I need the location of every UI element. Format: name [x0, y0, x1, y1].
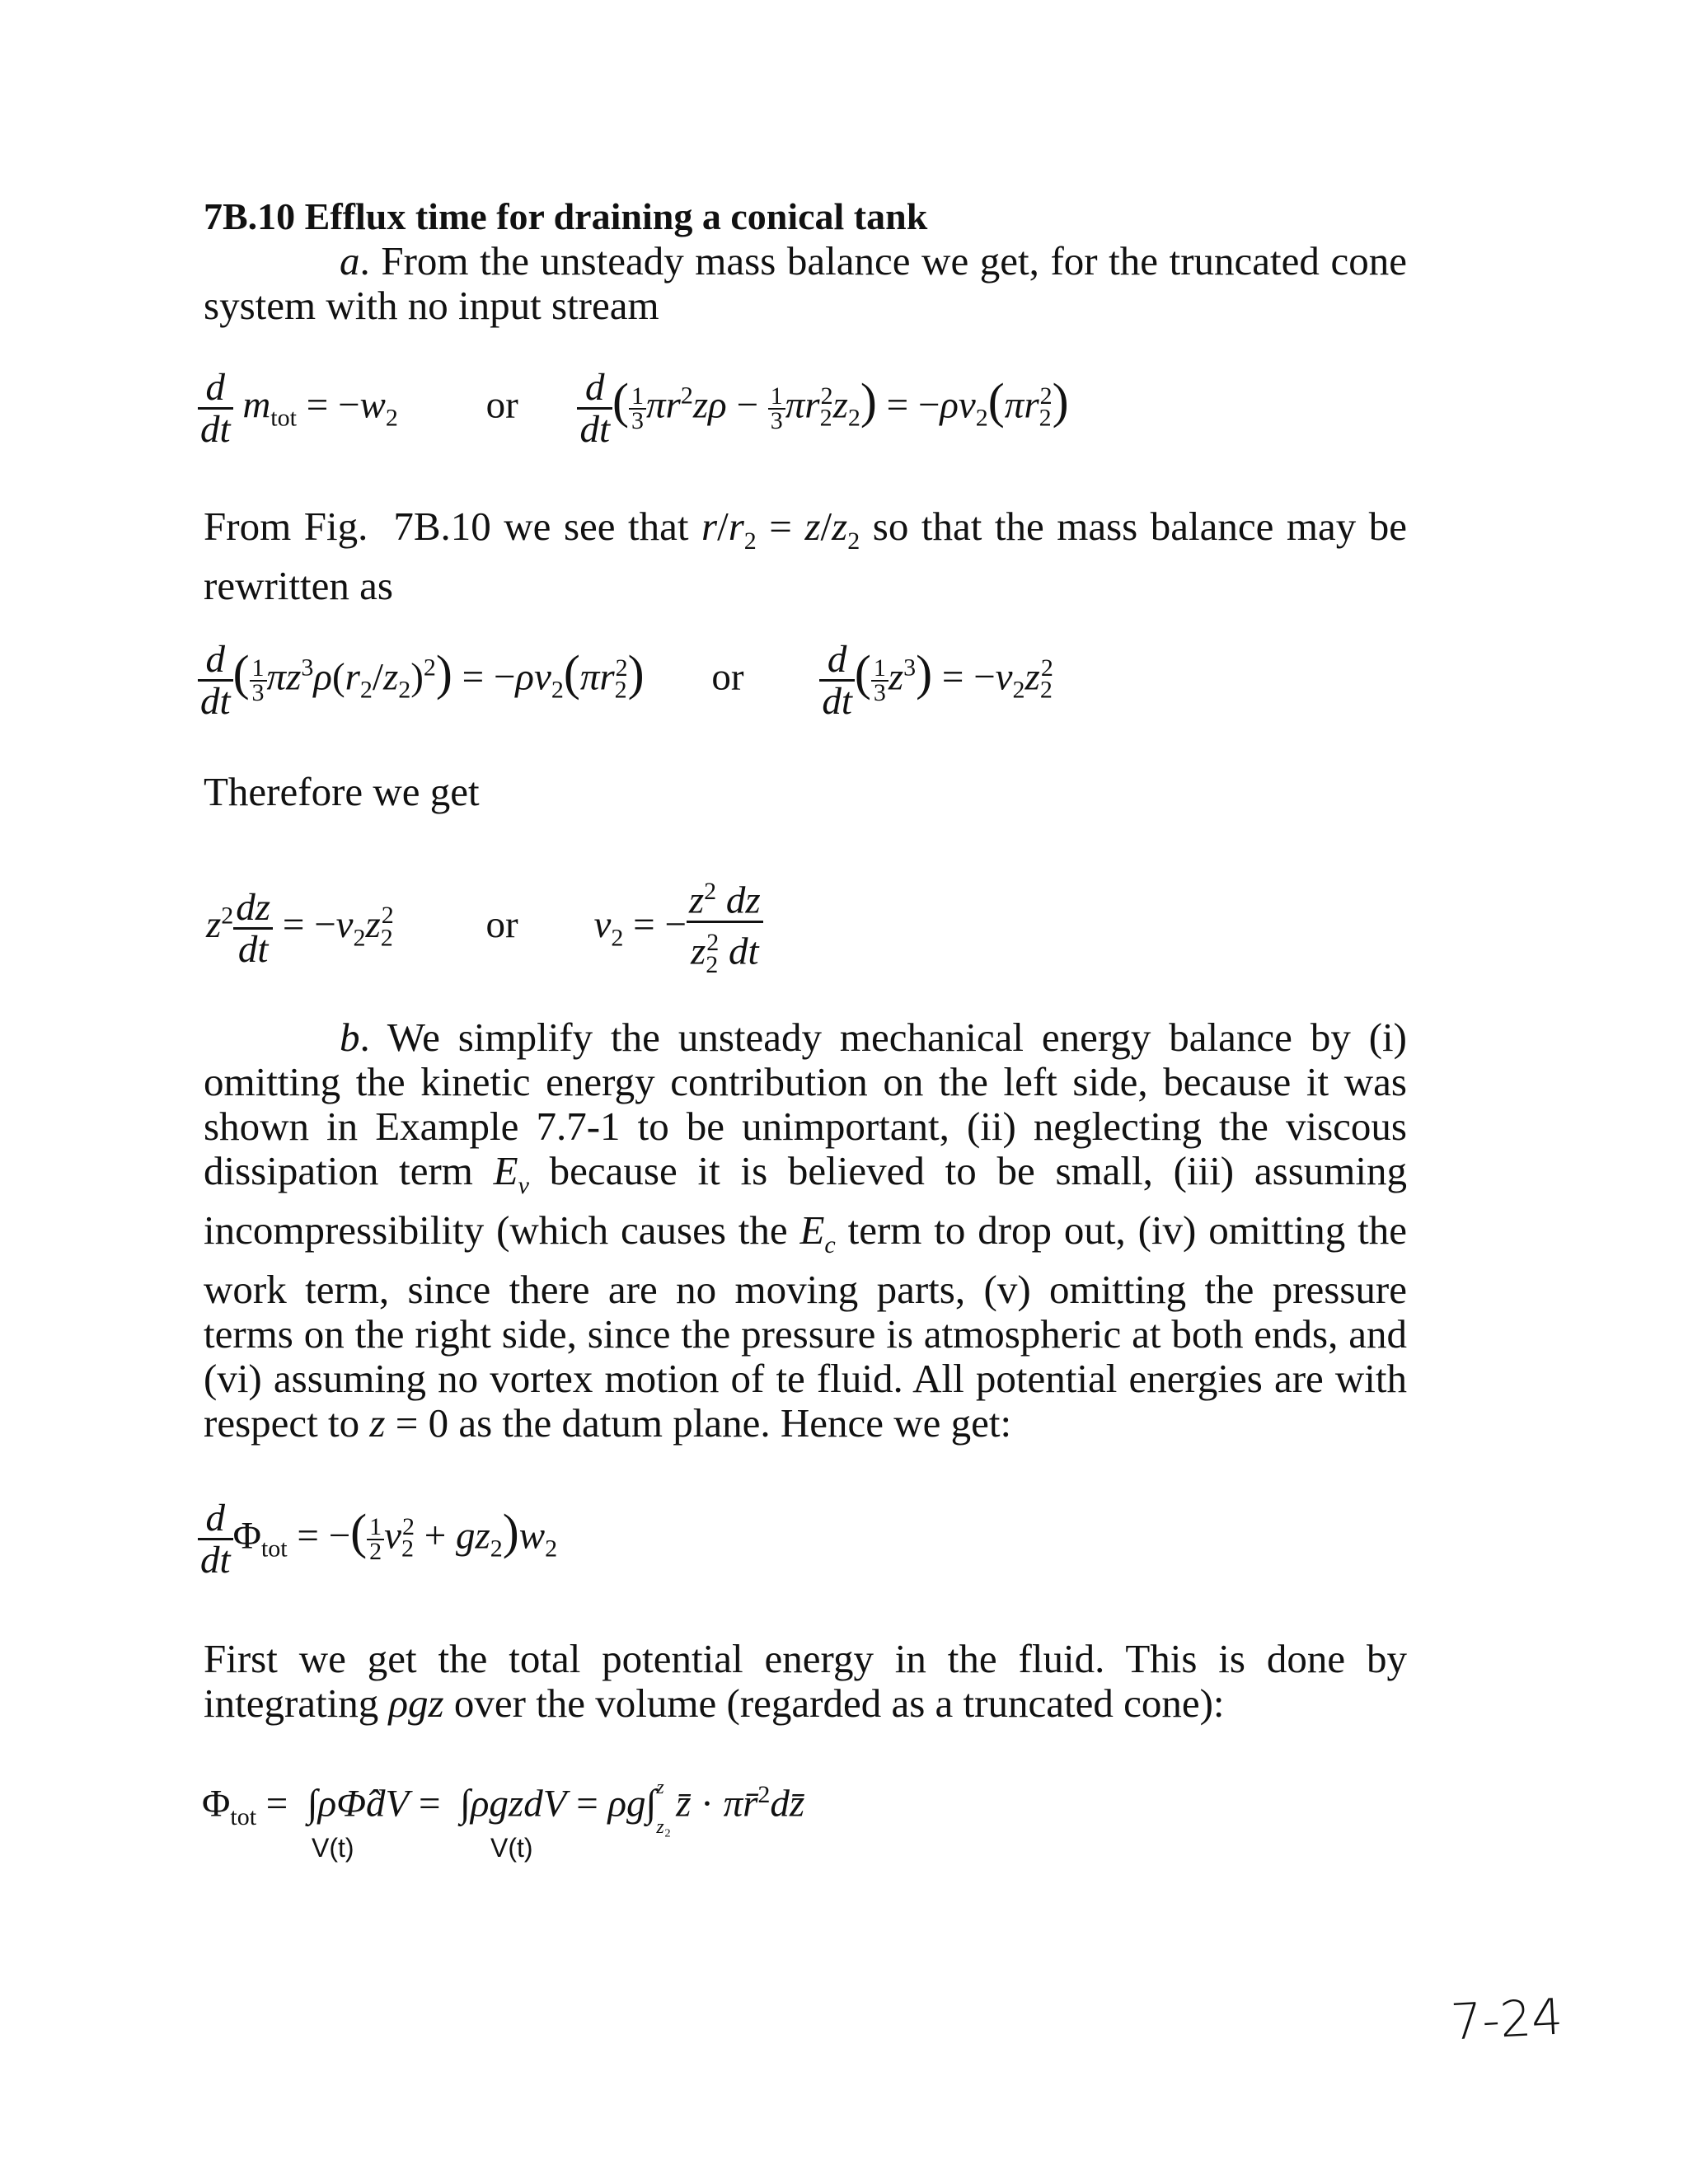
page-number: 7-24 — [1449, 1988, 1564, 2052]
section-heading: 7B.10 Efflux time for draining a conical tank — [204, 195, 928, 237]
equation-potential-energy: $\Phi_{tot}$ = ∫ρΦ̂dV = ∫ρgzdV = ρg∫z z₂z̄ · πr̄$^2$dz̄ — [202, 1776, 805, 1838]
therefore-text: Therefore we get — [204, 769, 480, 814]
volume-label-2: V(t) — [490, 1833, 533, 1863]
fig-paragraph: From Fig. 7B.10 we see that $r/r_2 = z/z_2$ so that the mass balance may be rewritten as — [204, 504, 1407, 608]
equation-energy-balance: $\frac{d}{dt}$ $\Phi_{tot}$ = −( $\frac{1}{2}$ $v_2^2 + gz_2)w_2$ — [198, 1498, 557, 1580]
equation-velocity: $z^2$ $\frac{dz}{dt}$ = $-v_2z_2^2$ or $v_2$ = − $\frac{z^2 dz}{z_2^2 dt}$ — [206, 872, 763, 985]
part-b-paragraph: b. We simplify the unsteady mechanical energy balance by (i) omitting the kinetic energy contribution on the left side, because it was shown in Example 7.7-1 to be unimportant, (ii) neglecting the viscous dissipation term $E_v$ because it is believed to be small, (iii) assuming incompressibility (which causes the $E_c$ term to drop out, (iv) omitting the work term, since there are no moving parts, (v) omitting the pressure terms on the right side, since the pressure is atmospheric at both ends, and (vi) assuming no vortex motion of te fluid. All potential energies are with respect to z = 0 as the datum plane. Hence we get: — [204, 1015, 1407, 1446]
first-paragraph: First we get the total potential energy in the fluid. This is done by integrating ρgz over the volume (regarded as a truncated cone): — [204, 1636, 1407, 1726]
equation-rewritten-balance: $\frac{d}{dt}$ ( $\frac{1}{3}$ $\pi z^3\rho(r_2/z_2)^2) = -\rho v_2(\pi r_2^2)$ or $\frac{d}{dt}$ ( $\frac{1}{3}$ $z^3) = -v_2z_2^2$ — [198, 640, 1053, 721]
volume-label-1: V(t) — [312, 1833, 354, 1863]
equation-mass-balance: $\frac{d}{dt}$ $m_{tot} = -w_2$ or $\frac{d}{dt}$ ( $\frac{1}{3}$ $\pi r^2z\rho$ − $\frac{1}{3}$ $\pi r_2^2z_2) = -\rho v_2(\pi r_2^2)$ — [198, 368, 1069, 449]
part-a-paragraph: a. From the unsteady mass balance we get, for the truncated cone system with no input stream — [204, 238, 1407, 328]
